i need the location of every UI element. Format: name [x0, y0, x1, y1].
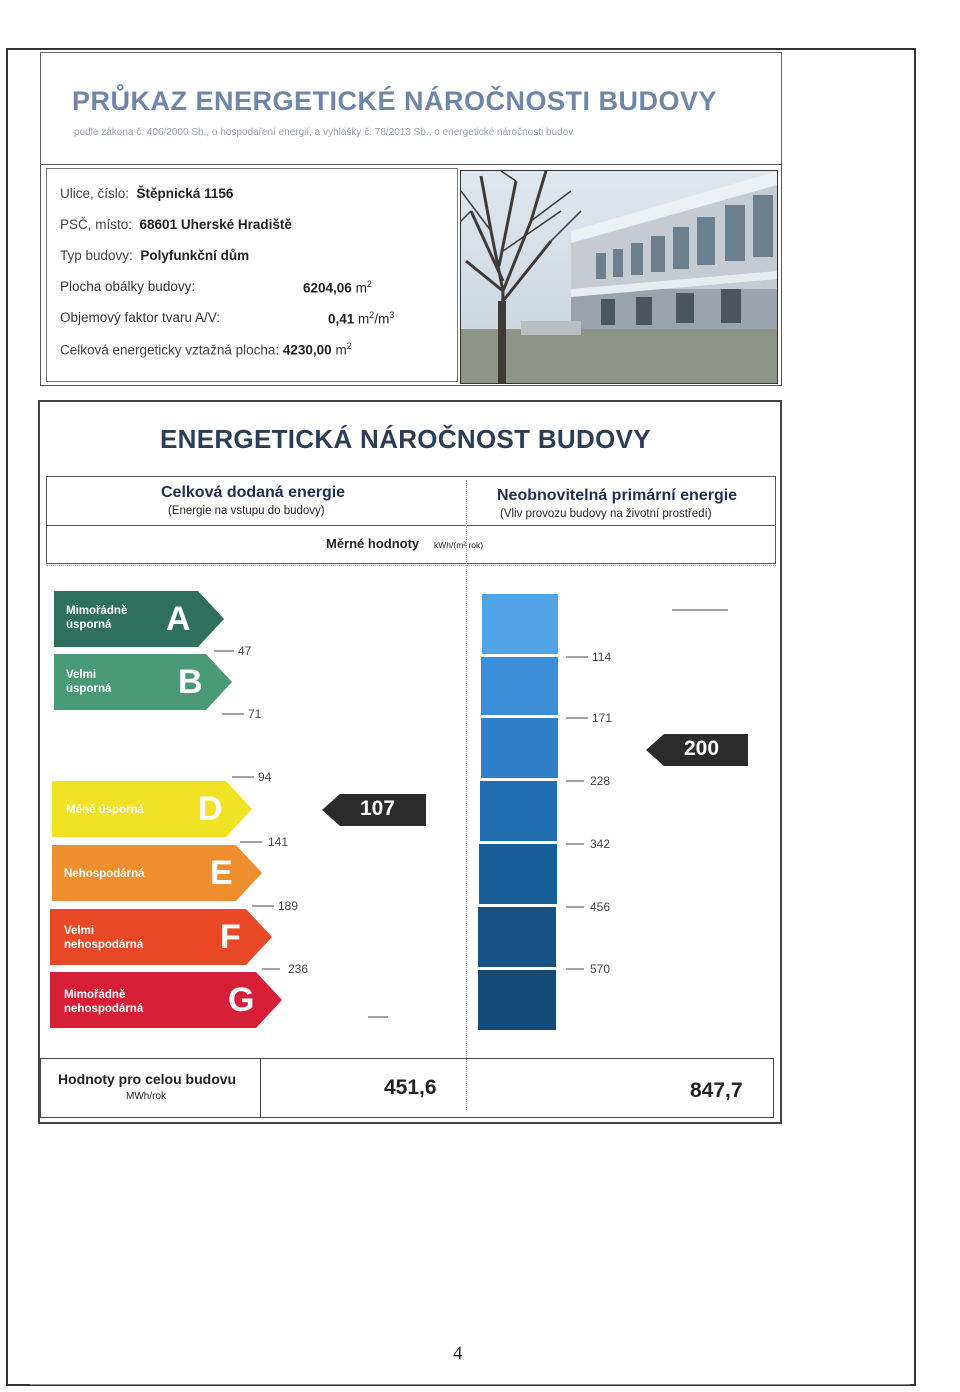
class-b-label: Velmi úsporná — [66, 669, 112, 695]
zip-label: PSČ, místo: — [60, 217, 133, 232]
primary-seg-b — [481, 657, 558, 715]
totals-label: Hodnoty pro celou budovu — [58, 1071, 237, 1087]
totals-divider — [260, 1058, 261, 1118]
document-title: PRŮKAZ ENERGETICKÉ NÁROČNOSTI BUDOVY — [72, 86, 718, 116]
specific-values-label: Měrné hodnoty — [326, 536, 420, 551]
delivered-threshold-ab: 47 — [238, 644, 252, 658]
primary-seg-d — [480, 781, 557, 841]
primary-seg-c — [481, 718, 558, 778]
type-value: Polyfunkční dům — [140, 248, 250, 263]
class-e-label: Nehospodárná — [64, 868, 145, 880]
document-subtitle: podle zákona č. 406/2000 Sb., o hospodaření energií, a vyhlášky č. 78/2013 Sb., o energetické náročnosti budov — [74, 127, 574, 138]
primary-seg-f — [478, 907, 556, 967]
area-label: Celková energeticky vztažná plocha: — [60, 342, 280, 358]
primary-energy-title: Neobnovitelná primární energie — [497, 487, 738, 504]
page-number: 4 — [453, 1343, 463, 1364]
class-a-label: Mimořádně úsporná — [66, 605, 128, 631]
delivered-threshold-bc: 71 — [248, 707, 262, 721]
envelope-label: Plocha obálky budovy: — [60, 279, 196, 294]
class-f-letter: F — [220, 918, 241, 956]
delivered-threshold-de: 141 — [268, 835, 289, 849]
delivered-threshold-fg: 236 — [288, 962, 309, 976]
street-label: Ulice, číslo: — [60, 186, 130, 201]
class-d-label: Méně úsporná — [66, 804, 144, 816]
primary-threshold-ef: 456 — [590, 900, 611, 914]
class-a-letter: A — [166, 600, 191, 638]
class-d-letter: D — [198, 790, 223, 828]
class-e-letter: E — [210, 854, 233, 892]
envelope-value: 6204,06 $m^2$ — [303, 279, 372, 296]
delivered-energy-subtitle: (Energie na vstupu do budovy) — [168, 505, 325, 517]
specific-values-unit: kWh/(m² rok) — [434, 540, 484, 550]
primary-threshold-bc: 171 — [592, 711, 613, 725]
primary-threshold-de: 342 — [590, 837, 611, 851]
class-b-letter: B — [178, 663, 203, 701]
primary-total-value: 847,7 — [690, 1079, 743, 1102]
delivered-threshold-ef: 189 — [278, 899, 299, 913]
zip-value: 68601 Uherské Hradiště — [139, 217, 292, 232]
street-value: Štěpnická 1156 — [136, 186, 234, 201]
area-row: Celková energeticky vztažná plocha: 4230,00 $m^2$ — [60, 341, 352, 358]
primary-threshold-ab: 114 — [592, 650, 612, 664]
delivered-threshold-cd: 94 — [258, 770, 272, 784]
primary-energy-subtitle: (Vliv provozu budovy na životní prostředí) — [500, 508, 712, 520]
energy-title: ENERGETICKÁ NÁROČNOST BUDOVY — [160, 424, 651, 454]
primary-threshold-fg: 570 — [590, 962, 611, 976]
totals-unit: MWh/rok — [126, 1091, 166, 1102]
primary-threshold-cd: 228 — [590, 774, 611, 788]
factor-label: Objemový faktor tvaru A/V: — [60, 310, 221, 325]
primary-seg-a — [482, 594, 558, 654]
factor-value: 0,41 $m^2/m^3$ — [328, 310, 395, 327]
primary-specific-value: 200 — [684, 737, 720, 760]
type-label: Typ budovy: — [60, 248, 133, 263]
class-f-label: Velmi nehospodárná — [64, 925, 144, 951]
delivered-total-value: 451,6 — [384, 1076, 437, 1099]
delivered-energy-title: Celková dodaná energie — [161, 484, 346, 501]
primary-seg-g — [478, 970, 556, 1030]
area-value: 4230,00 — [282, 342, 332, 358]
delivered-specific-value: 107 — [360, 797, 396, 820]
class-g-label: Mimořádně nehospodárná — [64, 989, 144, 1015]
class-g-letter: G — [228, 981, 255, 1019]
primary-seg-e — [479, 844, 557, 904]
